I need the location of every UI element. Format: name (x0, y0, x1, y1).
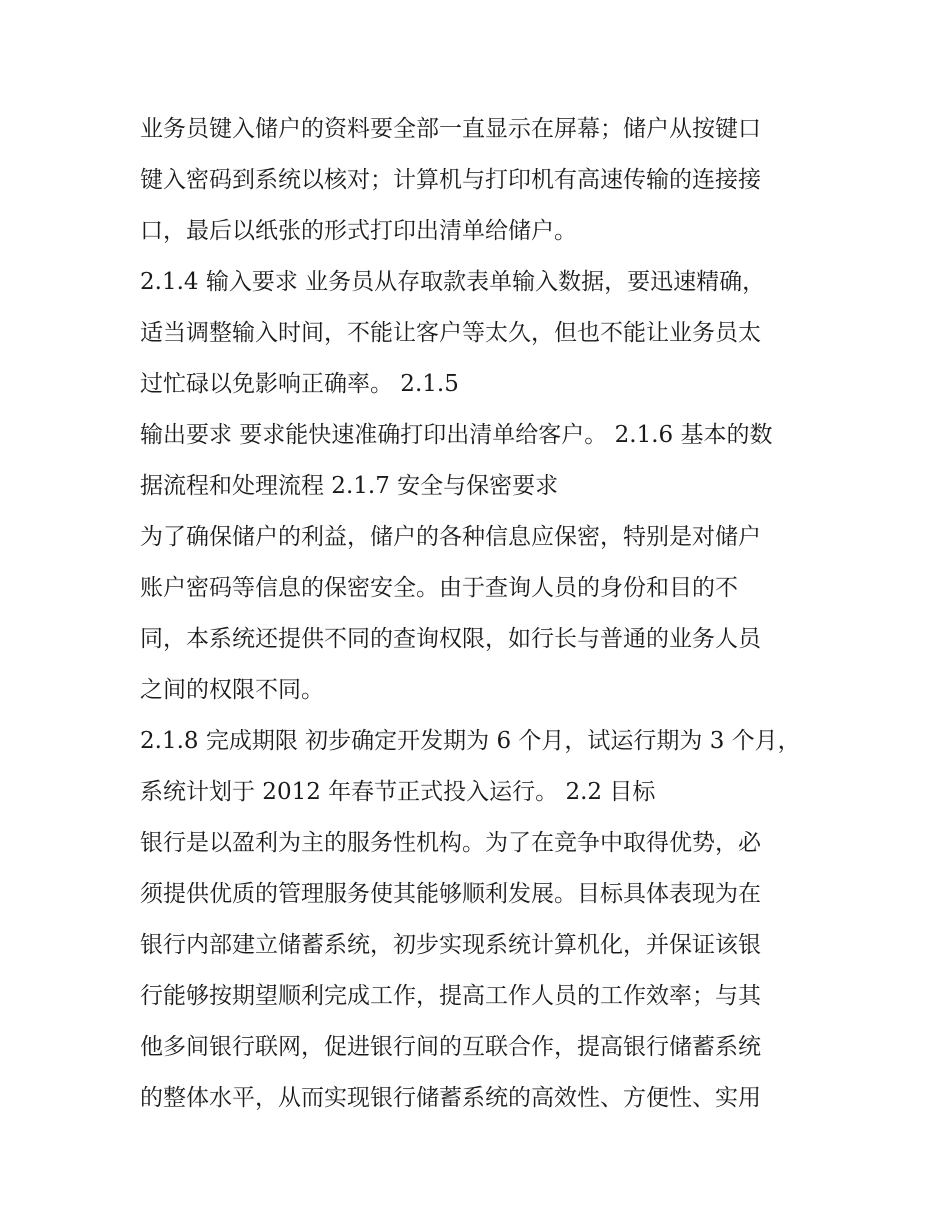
text-line: 须提供优质的管理服务使其能够顺利发展。目标具体表现为在 (140, 881, 761, 907)
text-line: 的整体水平，从而实现银行储蓄系统的高效性、方便性、实用 (140, 1085, 761, 1111)
section-heading-2-1-5: 输出要求 要求能快速准确打印出清单给客户。 2.1.6 基本的数 (140, 422, 773, 448)
text-line: 同，本系统还提供不同的查询权限，如行长与普通的业务人员 (140, 626, 761, 652)
text-line: 口，最后以纸张的形式打印出清单给储户。 (140, 218, 577, 244)
text-line: 账户密码等信息的保密安全。由于查询人员的身份和目的不 (140, 575, 738, 601)
text-line: 适当调整输入时间，不能让客户等太久，但也不能让业务员太 (140, 320, 761, 346)
text-line: 为了确保储户的利益，储户的各种信息应保密，特别是对储户 (140, 524, 761, 550)
text-line: 系统计划于 2012 年春节正式投入运行。 2.2 目标 (140, 779, 656, 805)
text-line: 他多间银行联网，促进银行间的互联合作，提高银行储蓄系统 (140, 1034, 761, 1060)
body-text (140, 104, 830, 1124)
text-line: 银行内部建立储蓄系统，初步实现系统计算机化，并保证该银 (140, 932, 761, 958)
text-line: 行能够按期望顺利完成工作，提高工作人员的工作效率；与其 (140, 983, 761, 1009)
text-line: 过忙碌以免影响正确率。 2.1.5 (140, 371, 459, 397)
text-line: 据流程和处理流程 2.1.7 安全与保密要求 (140, 473, 559, 499)
text-line: 银行是以盈利为主的服务性机构。为了在竞争中取得优势，必 (140, 830, 761, 856)
section-heading-2-1-8: 2.1.8 完成期限 初步确定开发期为 6 个月，试运行期为 3 个月， (140, 728, 801, 754)
text-line: 键入密码到系统以核对；计算机与打印机有高速传输的连接接 (140, 167, 761, 193)
text-line: 之间的权限不同。 (140, 677, 324, 703)
text-line: 业务员键入储户的资料要全部一直显示在屏幕；储户从按键口 (140, 116, 761, 142)
section-heading-2-1-4: 2.1.4 输入要求 业务员从存取款表单输入数据，要迅速精确， (140, 269, 766, 295)
